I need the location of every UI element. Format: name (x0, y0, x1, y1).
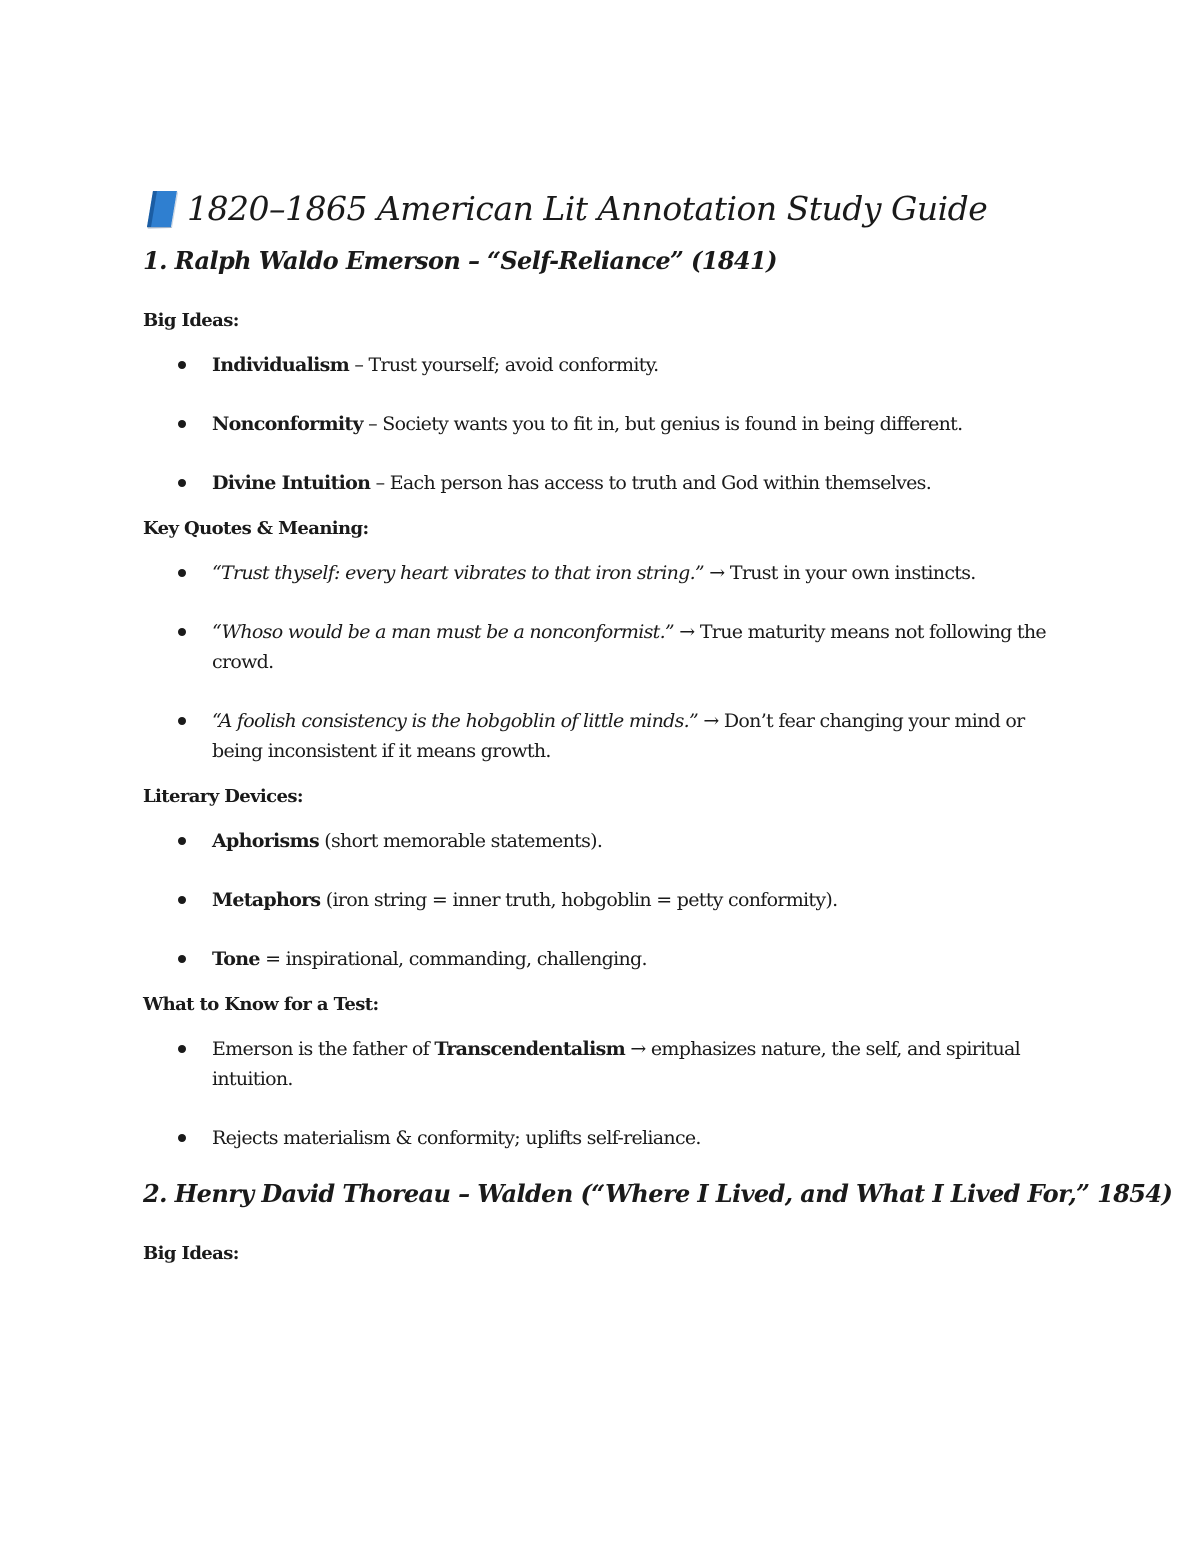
section-heading-emerson: 1. Ralph Waldo Emerson – “Self-Reliance” (1841) (143, 246, 777, 275)
document-title-text: 1820–1865 American Lit Annotation Study Guide (187, 189, 988, 228)
test-list (143, 1034, 1073, 1153)
list-item: Nonconformity – Society wants you to fit in, but genius is found in being different. (143, 409, 1073, 439)
list-item: Tone = inspirational, commanding, challenging. (143, 944, 1073, 974)
document-title (143, 186, 1073, 232)
key-quotes-list (143, 558, 1073, 766)
literary-devices-heading: Literary Devices: (143, 786, 303, 807)
list-item: Metaphors (iron string = inner truth, hobgoblin = petty conformity). (143, 885, 1073, 915)
bullet-icon (178, 479, 186, 487)
list-item: Rejects materialism & conformity; uplifts self-reliance. (143, 1123, 1073, 1153)
bullet-icon (178, 628, 186, 636)
bullet-icon (178, 569, 186, 577)
bullet-icon (178, 717, 186, 725)
bullet-icon (178, 361, 186, 369)
big-ideas-list (143, 350, 1073, 498)
list-item: Emerson is the father of Transcendentalism → emphasizes nature, the self, and spiritual intuition. (143, 1034, 1073, 1094)
document-page (143, 186, 1173, 1269)
bullet-icon (178, 1134, 186, 1142)
key-quotes-heading: Key Quotes & Meaning: (143, 518, 369, 539)
bullet-icon (178, 837, 186, 845)
bullet-icon (178, 1045, 186, 1053)
list-item: Divine Intuition – Each person has access to truth and God within themselves. (143, 468, 1073, 498)
literary-devices-list (143, 826, 1073, 974)
section-heading-thoreau: 2. Henry David Thoreau – Walden (“Where I Lived, and What I Lived For,” 1854) (143, 1179, 1173, 1208)
bullet-icon (178, 896, 186, 904)
big-ideas-heading-2: Big Ideas: (143, 1243, 239, 1264)
list-item: “Trust thyself: every heart vibrates to that iron string.” → Trust in your own instincts. (143, 558, 1073, 588)
list-item: “A foolish consistency is the hobgoblin of little minds.” → Don’t fear changing your mind or being inconsistent if it means growth. (143, 706, 1073, 766)
blue-book-icon (143, 189, 179, 229)
list-item: Individualism – Trust yourself; avoid conformity. (143, 350, 1073, 380)
big-ideas-heading: Big Ideas: (143, 310, 239, 331)
list-item: “Whoso would be a man must be a nonconformist.” → True maturity means not following the crowd. (143, 617, 1073, 677)
test-heading: What to Know for a Test: (143, 994, 379, 1015)
bullet-icon (178, 420, 186, 428)
bullet-icon (178, 955, 186, 963)
list-item: Aphorisms (short memorable statements). (143, 826, 1073, 856)
